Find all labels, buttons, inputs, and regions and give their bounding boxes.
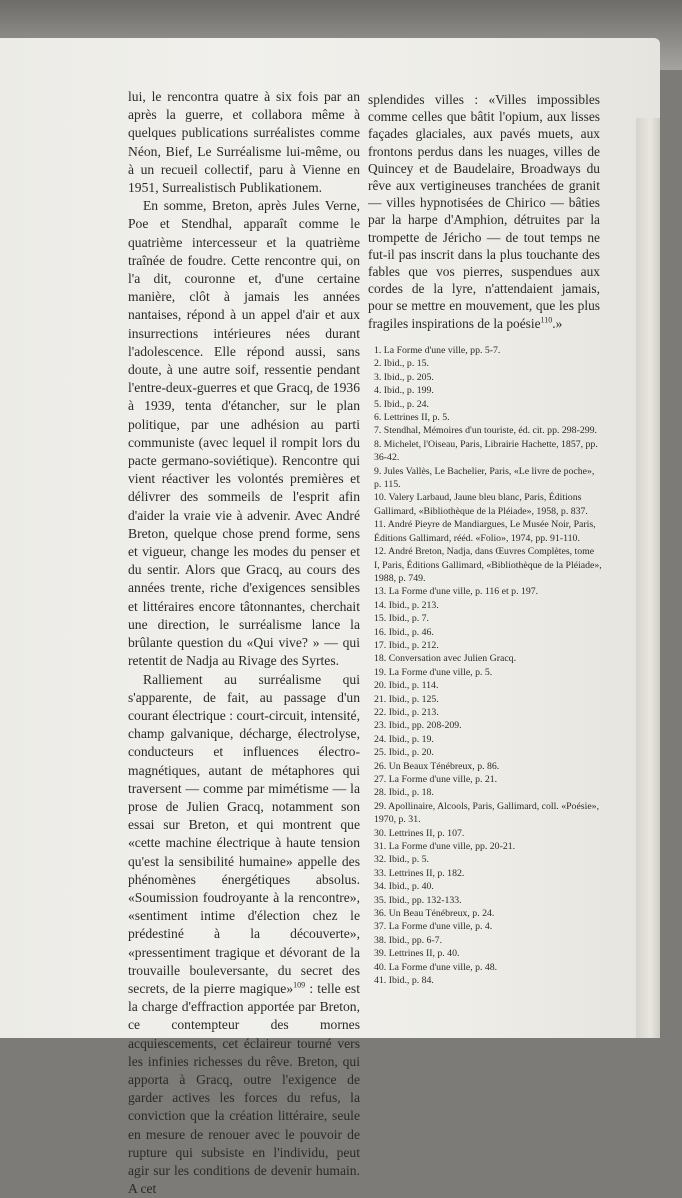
footnote-item: 29. Apollinaire, Alcools, Paris, Gallimard, coll. «Poésie», 1970, p. 31.	[374, 800, 602, 827]
footnote-item: 9. Jules Vallès, Le Bachelier, Paris, «Le livre de poche», p. 115.	[374, 465, 602, 492]
footnote-item: 8. Michelet, l'Oiseau, Paris, Librairie Hachette, 1857, pp. 36-42.	[374, 438, 602, 465]
footnote-item: 10. Valery Larbaud, Jaune bleu blanc, Paris, Éditions Gallimard, «Bibliothèque de la Pléiade», 1958, p. 837.	[374, 491, 602, 518]
left-text-column	[128, 88, 360, 1198]
quote-end: .»	[552, 316, 562, 331]
footnotes-list	[374, 344, 602, 988]
footnote-item: 39. Lettrines II, p. 40.	[374, 947, 602, 960]
quote-paragraph	[368, 91, 600, 332]
footnote-item: 18. Conversation avec Julien Gracq.	[374, 652, 602, 665]
footnote-item: 15. Ibid., p. 7.	[374, 612, 602, 625]
footnote-item: 41. Ibid., p. 84.	[374, 974, 602, 987]
paragraph-2: En somme, Breton, après Jules Verne, Poe et Stendhal, apparaît comme le quatrième intercesseur et la quatrième traînée de foudre. Cette rencontre qui, on l'a dit, couronne et, d'une certaine manière, clôt à jamais les années nantaises, répond à un appel d'air et aux insurrections intérieures nées durant l'adolescence. Elle répond aussi, sans doute, à une autre soif, ressentie pendant l'entre-deux-guerres et que Gracq, de 1936 à 1939, tenta d'étancher, sur le plan politique, par une adhésion au parti communiste (avec lequel il rompit lors du pacte germano-soviétique). Rencontre qui vient réactiver les volontés premières et délivrer des sommeils de l'esprit afin d'aider la vraie vie à advenir. Avec André Breton, quelque chose prend forme, sens et vigueur, change les modes du penser et du sentir. Alors que Gracq, au cours des années trente, riche d'exigences sensibles et littéraires encore tâtonnantes, cherchait une direction, le surréalisme lance la brûlante question du «Qui vive? » — qui retentit de Nadja au Rivage des Syrtes.	[128, 197, 360, 670]
footnote-item: 5. Ibid., p. 24.	[374, 398, 602, 411]
footnote-item: 11. André Pieyre de Mandiargues, Le Musée Noir, Paris, Éditions Gallimard, rééd. «Folio», 1974, pp. 91-110.	[374, 518, 602, 545]
footnote-item: 23. Ibid., pp. 208-209.	[374, 719, 602, 732]
footnote-item: 37. La Forme d'une ville, p. 4.	[374, 920, 602, 933]
footnote-item: 1. La Forme d'une ville, pp. 5-7.	[374, 344, 602, 357]
footnote-item: 26. Un Beaux Ténébreux, p. 86.	[374, 760, 602, 773]
right-text-column	[368, 91, 600, 332]
footnote-item: 4. Ibid., p. 199.	[374, 384, 602, 397]
footnote-item: 6. Lettrines II, p. 5.	[374, 411, 602, 424]
footnote-item: 34. Ibid., p. 40.	[374, 880, 602, 893]
footnote-item: 35. Ibid., pp. 132-133.	[374, 894, 602, 907]
paragraph-1: lui, le rencontra quatre à six fois par an après la guerre, et collabora même à quelques publications surréalistes comme Néon, Bief, Le Surréalisme lui-même, ou à un recueil collectif, paru à Vienne en 1951, Surrealistisch Publikationem.	[128, 88, 360, 197]
footnote-item: 16. Ibid., p. 46.	[374, 626, 602, 639]
paragraph-3-text-b: : telle est la charge d'effraction apportée par Breton, ce contempteur des mornes acquiescements, cet éclaireur tourné vers les infinies richesses du rêve. Breton, qui apporta à Gracq, outre l'exigence de garder actives les forces du refus, la conviction que la création littéraire, seule en mesure de renouer avec le pouvoir de rupture qui subsiste en l'individu, peut agir sur les conditions de devenir humain. A cet	[128, 981, 360, 1196]
footnote-item: 25. Ibid., p. 20.	[374, 746, 602, 759]
footnote-ref-109: 109	[293, 980, 305, 989]
paragraph-3-text-a: Ralliement au surréalisme qui s'apparente, de fait, au passage d'un courant électrique : court-circuit, intensité, champ galvanique, décharge, électrolyse, conducteurs et influences électro-magnétiques, autant de métaphores qui traversent — comme par mimétisme — la prose de Julien Gracq, notamment son essai sur Breton, et qui montrent que «cette machine électrique à haute tension qu'est la sensibilité humaine» appelle des phénomènes énergétiques absolus. «Soumission foudroyante à la rencontre», «sentiment intime d'élection chez le prédestiné à la découverte», «pressentiment tragique et dévorant de la trouvaille bouleversante, du secret des secrets, de la pierre magique»	[128, 672, 360, 996]
footnote-item: 20. Ibid., p. 114.	[374, 679, 602, 692]
footnote-item: 2. Ibid., p. 15.	[374, 357, 602, 370]
footnote-item: 40. La Forme d'une ville, p. 48.	[374, 961, 602, 974]
footnote-item: 32. Ibid., p. 5.	[374, 853, 602, 866]
page-edge	[636, 118, 660, 1038]
footnote-item: 33. Lettrines II, p. 182.	[374, 867, 602, 880]
footnote-item: 3. Ibid., p. 205.	[374, 371, 602, 384]
footnote-item: 17. Ibid., p. 212.	[374, 639, 602, 652]
footnote-item: 30. Lettrines II, p. 107.	[374, 827, 602, 840]
footnote-item: 13. La Forme d'une ville, p. 116 et p. 197.	[374, 585, 602, 598]
footnote-item: 27. La Forme d'une ville, p. 21.	[374, 773, 602, 786]
footnote-item: 14. Ibid., p. 213.	[374, 599, 602, 612]
footnote-item: 7. Stendhal, Mémoires d'un touriste, éd. cit. pp. 298-299.	[374, 424, 602, 437]
footnote-item: 22. Ibid., p. 213.	[374, 706, 602, 719]
footnote-item: 21. Ibid., p. 125.	[374, 693, 602, 706]
footnote-item: 19. La Forme d'une ville, p. 5.	[374, 666, 602, 679]
footnote-item: 38. Ibid., pp. 6-7.	[374, 934, 602, 947]
quote-text: splendides villes : «Villes impossibles comme celles que bâtit l'opium, aux lisses façades glaciales, aux pavés muets, aux frontons perdus dans les nuages, villes de Quincey et de Baudelaire, Broadways du rêve aux vertigineuses tranchées de granit — villes hypnotisées de Chirico — bâties par la harpe d'Amphion, détruites par la trompette de Jéricho — de tout temps ne fut-il pas inscrit dans la plus touchante des fables que vos pierres, suspendues aux cordes de la lyre, n'attendaient jamais, pour se mettre en mouvement, que les plus fragiles inspirations de la poésie	[368, 92, 600, 331]
footnote-item: 28. Ibid., p. 18.	[374, 786, 602, 799]
footnote-ref-110: 110	[541, 315, 553, 324]
footnote-item: 12. André Breton, Nadja, dans Œuvres Complètes, tome I, Paris, Éditions Gallimard, «Bibliothèque de la Pléiade», 1988, p. 749.	[374, 545, 602, 585]
footnote-item: 24. Ibid., p. 19.	[374, 733, 602, 746]
paragraph-3	[128, 671, 360, 1198]
footnote-item: 31. La Forme d'une ville, pp. 20-21.	[374, 840, 602, 853]
footnote-item: 36. Un Beau Ténébreux, p. 24.	[374, 907, 602, 920]
